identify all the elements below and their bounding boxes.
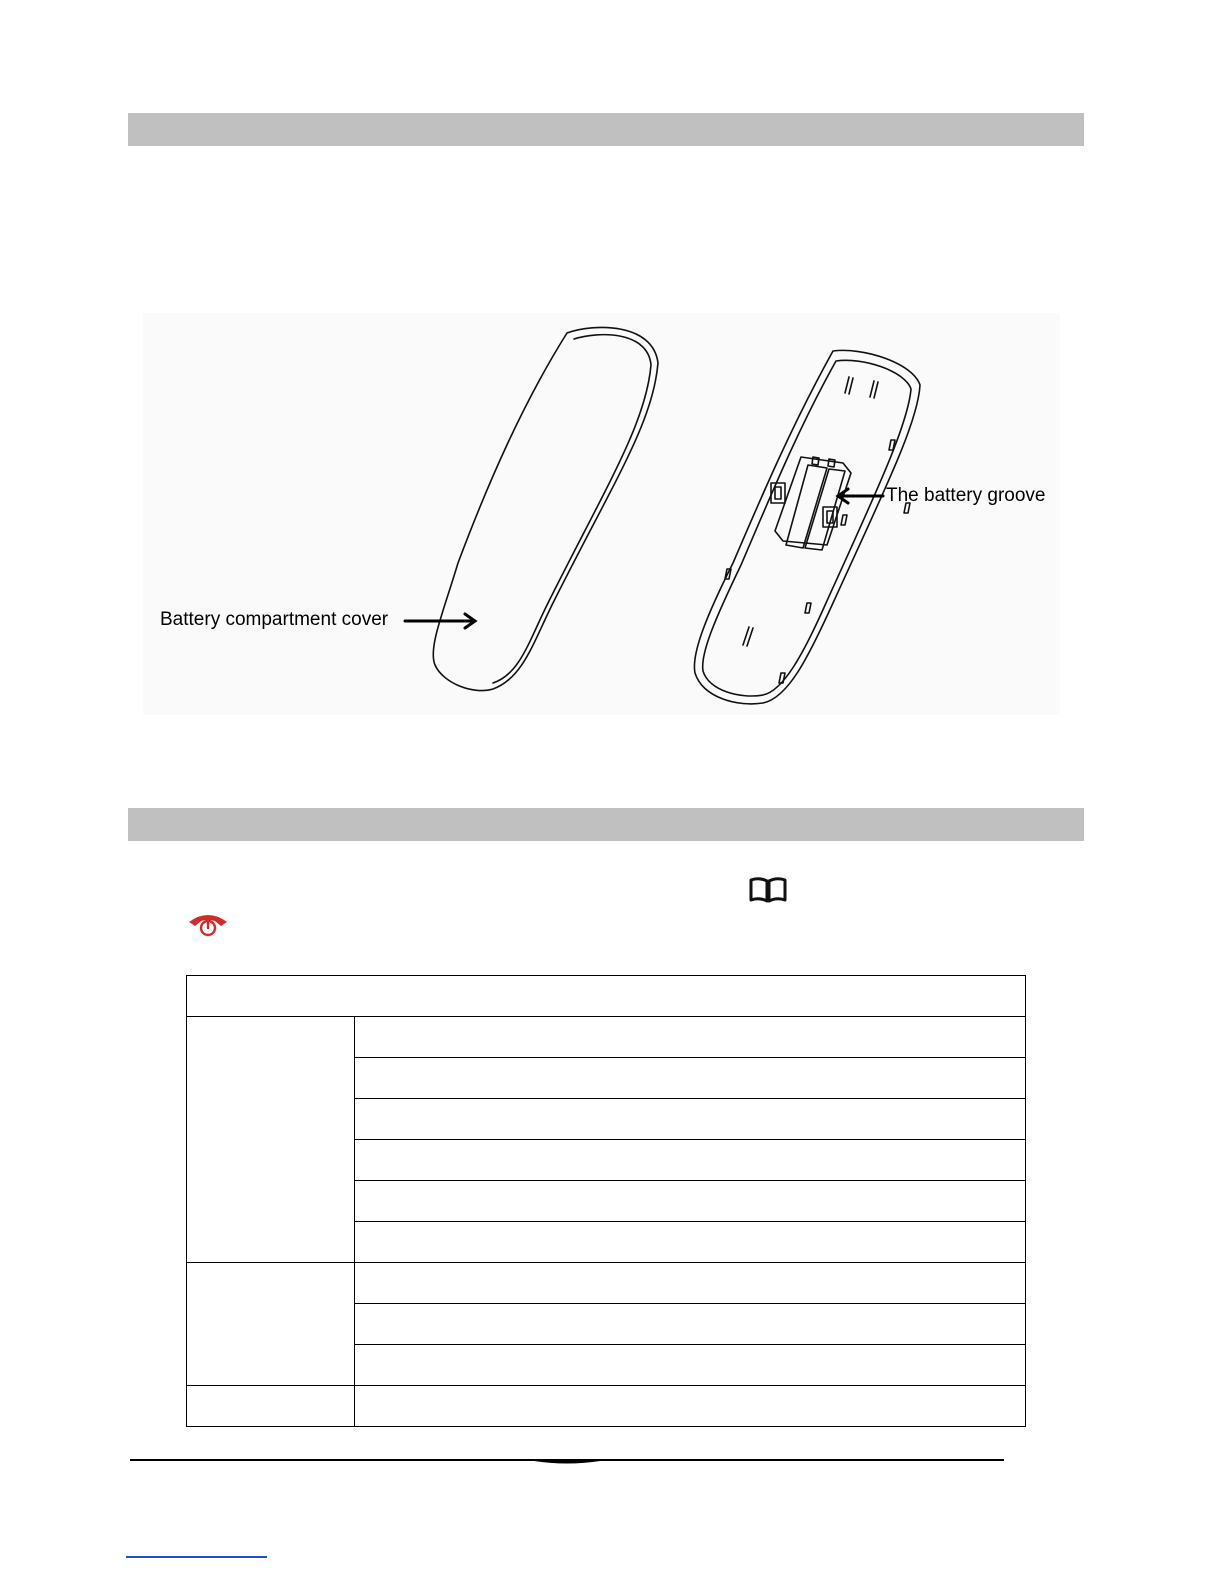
table-cell	[355, 1099, 1026, 1140]
group-label	[187, 1017, 355, 1263]
callout-battery-cover: Battery compartment cover	[160, 609, 389, 630]
table-row	[187, 1263, 1026, 1304]
battery-illustration	[143, 313, 1060, 715]
table-cell	[355, 1304, 1026, 1345]
function-table	[186, 975, 1026, 1427]
end-call-icon	[187, 910, 229, 943]
cover-inner-edge	[493, 335, 651, 683]
table-header	[187, 976, 1026, 1017]
footer-rule	[130, 1455, 1004, 1467]
footer-link-underline[interactable]	[126, 1556, 267, 1558]
callout-battery-groove: The battery groove	[886, 485, 1046, 506]
section-heading-bar	[128, 113, 1084, 146]
table-cell	[355, 1140, 1026, 1181]
handset-drawing	[143, 313, 1060, 715]
group-label	[187, 1386, 355, 1427]
table-row	[187, 1386, 1026, 1427]
section-heading-bar	[128, 808, 1084, 841]
table-row	[187, 1017, 1026, 1058]
handset-inner-edge	[703, 360, 911, 696]
handset-outline	[694, 350, 920, 704]
table-cell	[355, 1017, 1026, 1058]
table-cell	[355, 1058, 1026, 1099]
cover-outline	[433, 327, 658, 690]
table-cell	[355, 1222, 1026, 1263]
table-cell	[355, 1181, 1026, 1222]
table-cell	[355, 1386, 1026, 1427]
group-label	[187, 1263, 355, 1386]
table-cell	[355, 1345, 1026, 1386]
table-cell	[355, 1263, 1026, 1304]
phonebook-icon	[747, 876, 789, 909]
